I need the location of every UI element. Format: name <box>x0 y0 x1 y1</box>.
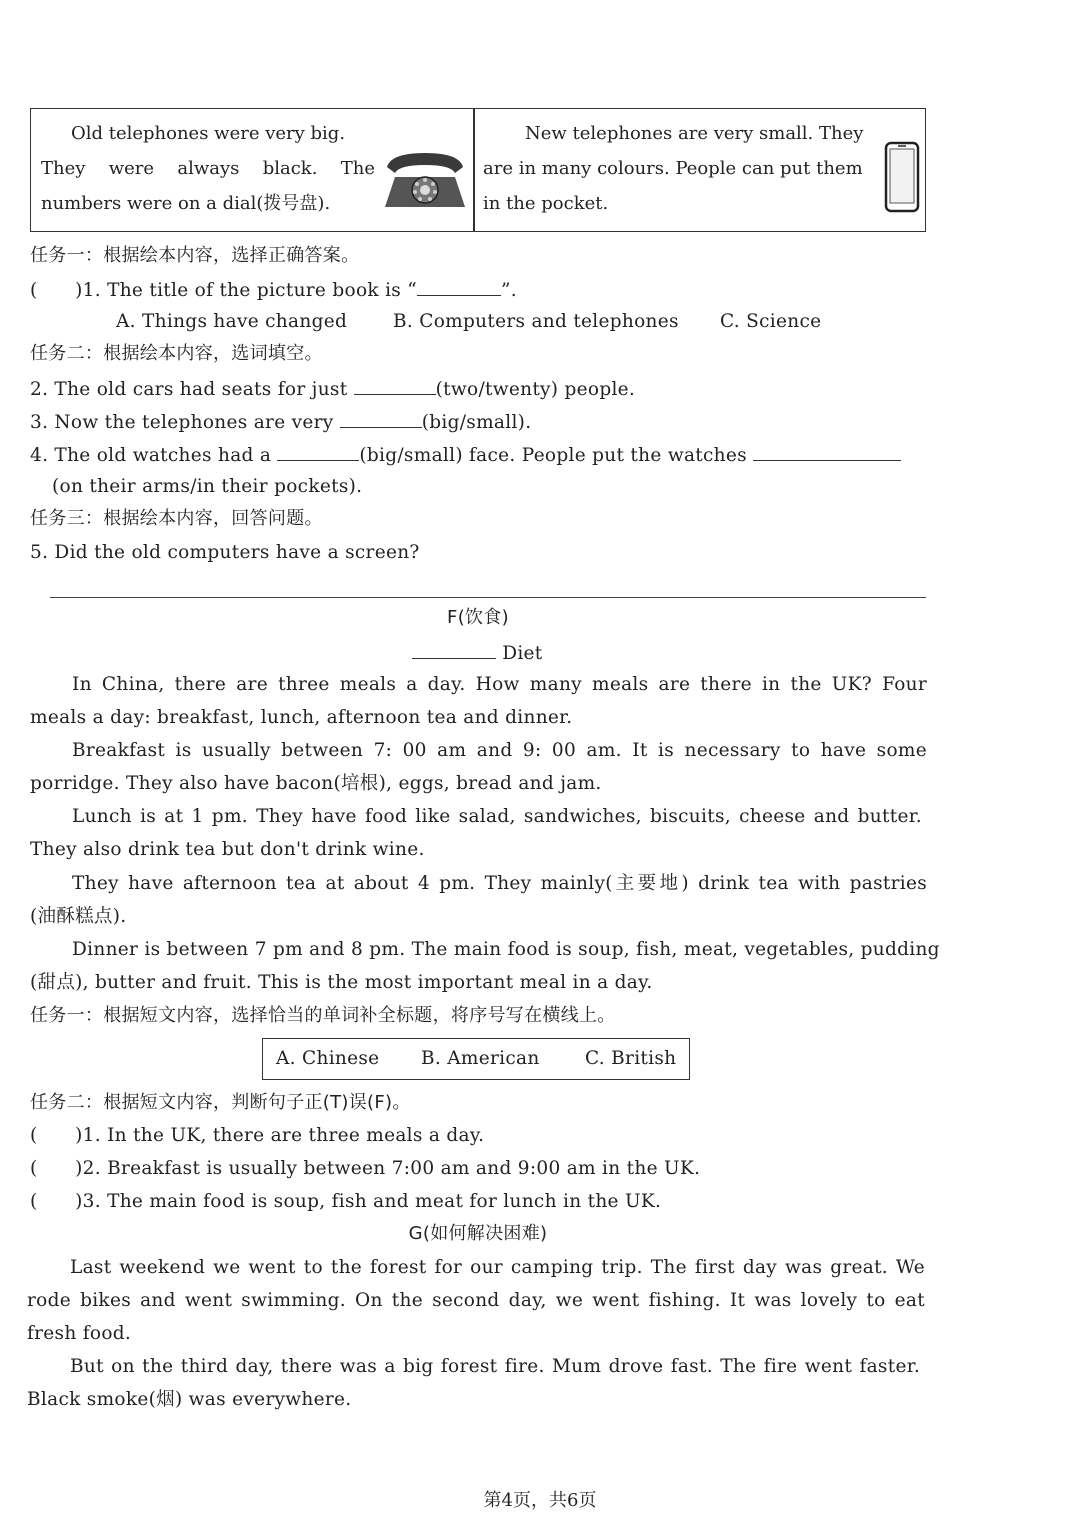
question-4-options: (on their arms/in their pockets). <box>52 476 363 497</box>
option-box <box>262 1038 690 1080</box>
q1-option-a[interactable]: A. Things have changed <box>116 311 348 332</box>
rotary-telephone-icon <box>381 147 469 211</box>
box-divider <box>473 109 475 231</box>
passage-line: (油酥糕点). <box>30 906 127 927</box>
old-telephone-text: Old telephones were very big. They were always black. The numbers were on a dial(拨号盘). <box>41 123 375 214</box>
passage-line: They have afternoon tea at about 4 pm. They mainly(主要地) drink tea with pastries <box>72 873 927 894</box>
passage-line: Dinner is between 7 pm and 8 pm. The main food is soup, fish, meat, vegetables, pudding <box>72 939 940 960</box>
tf-question-3: ( )3. The main food is soup, fish and meat for lunch in the UK. <box>30 1191 662 1212</box>
task2-instruction: 任务二：根据短文内容，判断句子正(T)误(F)。 <box>30 1092 411 1113</box>
section-g-heading: G(如何解决困难) <box>408 1223 548 1244</box>
passage-line: meals a day: breakfast, lunch, afternoon tea and dinner. <box>30 707 573 728</box>
passage-line: But on the third day, there was a big forest fire. Mum drove fast. The fire went faster. <box>70 1356 920 1377</box>
option-c[interactable]: C. British <box>585 1048 677 1069</box>
question-1: ( )1. The title of the picture book is “ ”. <box>30 277 517 303</box>
q1-option-b[interactable]: B. Computers and telephones <box>393 311 679 332</box>
task1-instruction: 任务一：根据绘本内容，选择正确答案。 <box>30 245 360 266</box>
tf-question-2: ( )2. Breakfast is usually between 7:00 am and 9:00 am in the UK. <box>30 1158 701 1179</box>
tf-question-1: ( )1. In the UK, there are three meals a day. <box>30 1125 485 1146</box>
passage-line: Breakfast is usually between 7: 00 am and 9: 00 am. It is necessary to have some <box>72 740 927 761</box>
diet-title: Diet <box>412 640 543 666</box>
question-5: 5. Did the old computers have a screen? <box>30 542 420 563</box>
answer-line[interactable] <box>50 597 926 598</box>
question-4: 4. The old watches had a (big/small) face. People put the watches <box>30 442 901 468</box>
answer-blank[interactable] <box>354 376 436 395</box>
passage-line: fresh food. <box>27 1323 132 1344</box>
passage-line: Black smoke(烟) was everywhere. <box>27 1389 352 1410</box>
task3-instruction: 任务三：根据绘本内容，回答问题。 <box>30 508 323 529</box>
passage-line: Lunch is at 1 pm. They have food like salad, sandwiches, biscuits, cheese and butter. <box>72 806 922 827</box>
passage-line: They also drink tea but don't drink wine. <box>30 839 425 860</box>
picture-book-box <box>30 108 926 232</box>
page-number: 第4页，共6页 <box>483 1490 597 1511</box>
new-telephone-text: New telephones are very small. They are in many colours. People can put them in the pocket. <box>483 123 864 214</box>
task2-instruction: 任务二：根据绘本内容，选词填空。 <box>30 343 323 364</box>
option-a[interactable]: A. Chinese <box>276 1048 380 1069</box>
mobile-phone-icon <box>884 141 920 213</box>
passage-line: Last weekend we went to the forest for our camping trip. The first day was great. We <box>70 1257 925 1278</box>
question-3: 3. Now the telephones are very (big/small). <box>30 409 531 435</box>
task1-instruction: 任务一：根据短文内容，选择恰当的单词补全标题，将序号写在横线上。 <box>30 1005 616 1026</box>
passage-line: porridge. They also have bacon(培根), eggs, bread and jam. <box>30 773 602 794</box>
passage-line: In China, there are three meals a day. How many meals are there in the UK? Four <box>72 674 927 695</box>
answer-blank[interactable] <box>753 442 901 461</box>
q1-option-c[interactable]: C. Science <box>720 311 822 332</box>
question-2: 2. The old cars had seats for just (two/twenty) people. <box>30 376 635 402</box>
section-f-heading: F(饮食) <box>447 607 509 628</box>
answer-blank[interactable] <box>340 409 422 428</box>
passage-line: (甜点), butter and fruit. This is the most important meal in a day. <box>30 972 653 993</box>
answer-blank[interactable] <box>417 277 501 296</box>
passage-line: rode bikes and went swimming. On the second day, we went fishing. It was lovely to eat <box>27 1290 925 1311</box>
title-blank[interactable] <box>412 640 496 659</box>
option-b[interactable]: B. American <box>421 1048 540 1069</box>
answer-blank[interactable] <box>277 442 359 461</box>
